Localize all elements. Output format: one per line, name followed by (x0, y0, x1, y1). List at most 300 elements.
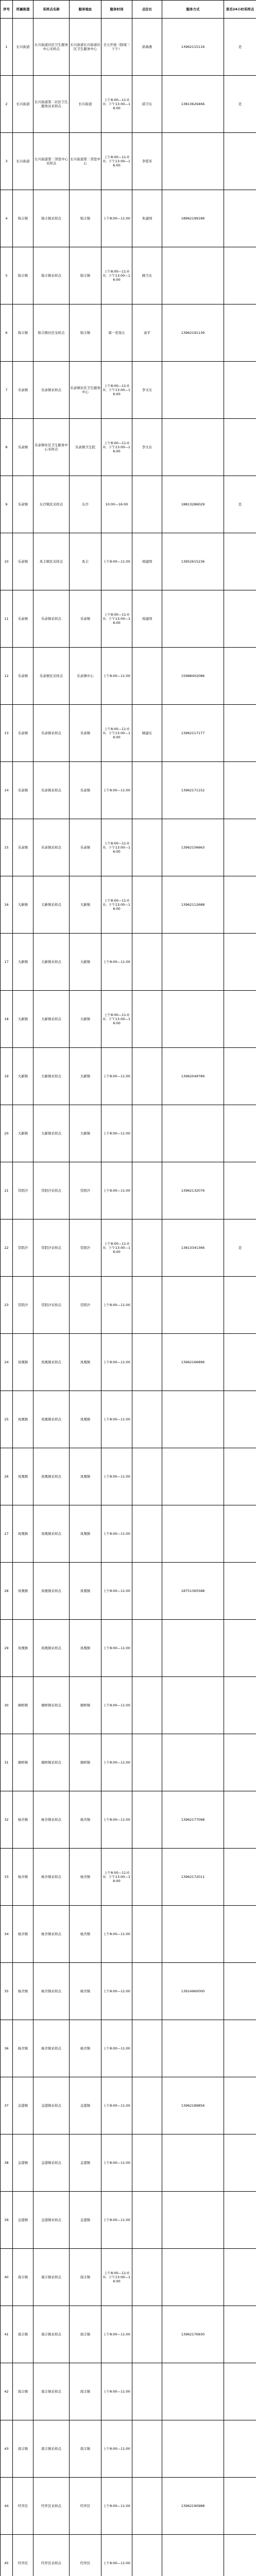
cell-leader (132, 2192, 162, 2249)
table-row (1, 190, 256, 247)
table-row (1, 1448, 256, 1505)
cell-no: 45 (1, 2535, 13, 2576)
cell-service: 13962156663 (162, 819, 224, 876)
cell-name: 塘桥镇采样点 (33, 1677, 70, 1734)
cell-service: 13962190988 (162, 2478, 224, 2535)
cell-h24 (224, 1505, 256, 1563)
cell-time: 上午8:00—11:00 (101, 1734, 132, 1791)
cell-name: 经开区采样点 (33, 2535, 70, 2576)
cell-leader: 周建国 (132, 533, 162, 590)
cell-street: 乐余镇 (13, 362, 33, 419)
cell-no: 29 (1, 1620, 13, 1677)
cell-address: 金港镇 (70, 2192, 101, 2249)
cell-h24 (224, 1849, 256, 1906)
cell-street: 金港镇 (13, 2077, 33, 2134)
cell-no: 10 (1, 533, 13, 590)
cell-no: 21 (1, 1162, 13, 1219)
cell-leader (132, 2363, 162, 2420)
cell-street: 大新镇 (13, 1105, 33, 1162)
cell-no: 18 (1, 991, 13, 1048)
cell-street: 南丰镇 (13, 2306, 33, 2363)
cell-leader (132, 2478, 162, 2535)
cell-street: 乐余镇 (13, 590, 33, 648)
cell-no: 9 (1, 476, 13, 533)
cell-no: 19 (1, 1048, 13, 1105)
cell-service: 13962177098 (162, 1791, 224, 1849)
cell-name: 乐余镇采样点 (33, 762, 70, 819)
cell-no: 5 (1, 247, 13, 304)
table-row (1, 419, 256, 476)
cell-leader (132, 1791, 162, 1849)
cell-time: 上午8:00—11:00 (101, 2192, 132, 2249)
cell-leader (132, 1620, 162, 1677)
cell-address: 经开区 (70, 2478, 101, 2535)
cell-no: 17 (1, 934, 13, 991)
cell-time: 上午8:00—11:00 (101, 1334, 132, 1391)
cell-name: 金港镇采样点 (33, 2134, 70, 2192)
cell-time: 上午8:00—11:00 (101, 533, 132, 590)
table-row (1, 2192, 256, 2249)
cell-name: 杨舍镇采样点 (33, 1849, 70, 1906)
cell-street: 锦丰镇 (13, 304, 33, 362)
cell-time: 上午8:00—11:00；下午13:00—16:00 (101, 247, 132, 304)
cell-name: 乐余镇社区卫生服务中心采样点 (33, 419, 70, 476)
cell-service: 13962189856 (162, 2077, 224, 2134)
cell-h24 (224, 876, 256, 934)
cell-service: 13962049789 (162, 1048, 224, 1105)
cell-street: 锦丰镇 (13, 247, 33, 304)
cell-address: 长兴街道 (70, 76, 101, 133)
cell-h24 (224, 2077, 256, 2134)
table-row (1, 2249, 256, 2306)
cell-time: 上午8:00—11:00 (101, 2306, 132, 2363)
cell-h24 (224, 1620, 256, 1677)
cell-time: 上午8:00—11:00 (101, 1963, 132, 2020)
cell-name: 锦丰镇社区采样点 (33, 304, 70, 362)
cell-time: 上午8:00—11:00 (101, 1448, 132, 1505)
table-row (1, 1277, 256, 1334)
cell-address: 塘桥镇 (70, 1734, 101, 1791)
cell-service: 13962171152 (162, 762, 224, 819)
cell-street: 常阴沙 (13, 1162, 33, 1219)
table-row (1, 1677, 256, 1734)
cell-leader (132, 1048, 162, 1105)
cell-street: 常阴沙 (13, 1219, 33, 1277)
table-row (1, 247, 256, 304)
cell-address: 乐余镇社区卫生服务中心 (70, 362, 101, 419)
cell-address: 乐余镇中心 (70, 648, 101, 705)
table-row (1, 2478, 256, 2535)
cell-leader: 邱卫东 (132, 76, 162, 133)
cell-name: 南丰镇采样点 (33, 2363, 70, 2420)
cell-time: 上午8:00—11:00；下午13:00—16:00 (101, 819, 132, 876)
cell-name: 凤凰镇采样点 (33, 1448, 70, 1505)
cell-leader (132, 1849, 162, 1906)
cell-service (162, 2134, 224, 2192)
cell-name: 长兴街道第二社区卫生服务站采样点 (33, 76, 70, 133)
cell-street: 杨舍镇 (13, 1963, 33, 2020)
cell-h24 (224, 762, 256, 819)
cell-address: 常阴沙 (70, 1162, 101, 1219)
cell-service (162, 2420, 224, 2478)
cell-service (162, 362, 224, 419)
cell-service (162, 1105, 224, 1162)
cell-service (162, 1448, 224, 1505)
table-row (1, 1391, 256, 1448)
cell-no: 28 (1, 1563, 13, 1620)
cell-street: 杨舍镇 (13, 1791, 33, 1849)
cell-leader (132, 1448, 162, 1505)
cell-address: 南丰镇 (70, 2249, 101, 2306)
header-leader: 点位长 (132, 1, 162, 19)
cell-name: 南丰镇采样点 (33, 2306, 70, 2363)
cell-no: 36 (1, 2020, 13, 2077)
cell-no: 15 (1, 819, 13, 876)
cell-time: 上午8:00—11:00 (101, 1505, 132, 1563)
cell-leader (132, 2020, 162, 2077)
cell-service: 13962112688 (162, 876, 224, 934)
cell-no: 32 (1, 1791, 13, 1849)
table-row (1, 1334, 256, 1391)
cell-street: 南丰镇 (13, 2420, 33, 2478)
cell-time: 上午8:00—11:00 (101, 2077, 132, 2134)
cell-leader (132, 1391, 162, 1448)
cell-leader (132, 2306, 162, 2363)
cell-street: 凤凰镇 (13, 1334, 33, 1391)
cell-no: 14 (1, 762, 13, 819)
cell-no: 33 (1, 1849, 13, 1906)
cell-leader (132, 876, 162, 934)
cell-h24 (224, 1448, 256, 1505)
cell-name: 大新镇采样点 (33, 1048, 70, 1105)
cell-street: 乐余镇 (13, 648, 33, 705)
cell-service: 18962199189 (162, 190, 224, 247)
table-row (1, 1219, 256, 1277)
table-row (1, 648, 256, 705)
cell-name: 大新镇采样点 (33, 991, 70, 1048)
cell-h24 (224, 705, 256, 762)
cell-street: 长兴街道 (13, 19, 33, 76)
cell-service: 13962115116 (162, 19, 224, 76)
table-row (1, 1505, 256, 1563)
cell-service (162, 1906, 224, 1963)
table-row (1, 819, 256, 876)
cell-service (162, 1734, 224, 1791)
cell-no: 26 (1, 1448, 13, 1505)
table-body (1, 19, 256, 2576)
header-name: 采样点名称 (33, 1, 70, 19)
cell-address: 锦丰镇 (70, 190, 101, 247)
cell-h24 (224, 1048, 256, 1105)
cell-time: 上午8:00—11:00 (101, 1162, 132, 1219)
cell-service (162, 1505, 224, 1563)
cell-h24 (224, 1563, 256, 1620)
cell-leader (132, 1505, 162, 1563)
cell-time: 上午8:00—11:00 (101, 762, 132, 819)
cell-no: 2 (1, 76, 13, 133)
cell-street: 乐余镇 (13, 476, 33, 533)
cell-time: 上午8:00—11:00；下午13:00—16:00 (101, 991, 132, 1048)
cell-leader (132, 2535, 162, 2576)
cell-leader (132, 1219, 162, 1277)
cell-service: 13813341366 (162, 1219, 224, 1277)
cell-address: 凤凰镇 (70, 1563, 101, 1620)
cell-time: 上午8:00—11:00 (101, 190, 132, 247)
cell-h24 (224, 133, 256, 190)
cell-address: 东沙 (70, 476, 101, 533)
cell-address: 塘桥镇 (70, 1677, 101, 1734)
cell-no: 8 (1, 419, 13, 476)
cell-time: 上午8:00—11:00 (101, 1677, 132, 1734)
table-row (1, 705, 256, 762)
cell-name: 杨舍镇采样点 (33, 1791, 70, 1849)
cell-service (162, 2535, 224, 2576)
cell-leader: 徐海燕 (132, 19, 162, 76)
cell-h24 (224, 2192, 256, 2249)
cell-street: 凤凰镇 (13, 1563, 33, 1620)
cell-time: 周一至周五 (101, 304, 132, 362)
cell-h24 (224, 247, 256, 304)
header-address: 服务地址 (70, 1, 101, 19)
cell-street: 长兴街道 (13, 76, 33, 133)
table-row (1, 2535, 256, 2576)
table-row (1, 762, 256, 819)
cell-h24 (224, 304, 256, 362)
table-header (1, 1, 256, 19)
cell-h24: 是 (224, 76, 256, 133)
cell-leader (132, 1563, 162, 1620)
cell-h24 (224, 2249, 256, 2306)
cell-address: 大新镇 (70, 991, 101, 1048)
cell-time: 上午8:00—11:00；下午13:00—16:00 (101, 705, 132, 762)
cell-street: 杨舍镇 (13, 1849, 33, 1906)
cell-leader (132, 1105, 162, 1162)
table-header-row (1, 1, 256, 19)
cell-address: 长兴街道长兴街道社区卫生服务中心 (70, 19, 101, 76)
cell-no: 44 (1, 2478, 13, 2535)
cell-h24 (224, 1791, 256, 1849)
cell-name: 乐余镇采样点 (33, 819, 70, 876)
header-time: 服务时间 (101, 1, 132, 19)
cell-time: 上午8:00—11:00 (101, 2478, 132, 2535)
cell-service (162, 419, 224, 476)
table-row (1, 2020, 256, 2077)
cell-street: 凤凰镇 (13, 1448, 33, 1505)
cell-service: 18813286029 (162, 476, 224, 533)
cell-service (162, 133, 224, 190)
cell-time: 上午8:00—11:00 (101, 1105, 132, 1162)
cell-leader (132, 1734, 162, 1791)
cell-street: 大新镇 (13, 1048, 33, 1105)
cell-address: 兆丰 (70, 533, 101, 590)
cell-h24 (224, 2478, 256, 2535)
table-row (1, 2077, 256, 2134)
cell-h24 (224, 934, 256, 991)
cell-h24 (224, 2134, 256, 2192)
cell-no: 39 (1, 2192, 13, 2249)
cell-time: 上午8:00—11:00 (101, 1791, 132, 1849)
cell-no: 1 (1, 19, 13, 76)
cell-address: 凤凰镇 (70, 1334, 101, 1391)
cell-name: 大新镇采样点 (33, 876, 70, 934)
cell-address: 锦丰镇 (70, 247, 101, 304)
cell-leader (132, 991, 162, 1048)
table-row (1, 876, 256, 934)
cell-address: 凤凰镇 (70, 1448, 101, 1505)
cell-address: 金港镇 (70, 2134, 101, 2192)
table-row (1, 304, 256, 362)
cell-h24 (224, 2420, 256, 2478)
cell-name: 凤凰镇采样点 (33, 1334, 70, 1391)
cell-no: 38 (1, 2134, 13, 2192)
table-row (1, 76, 256, 133)
cell-time: 上午8:00—11:00 (101, 648, 132, 705)
cell-no: 12 (1, 648, 13, 705)
cell-time: 上午8:00—11:00 (101, 2363, 132, 2420)
cell-street: 常阴沙 (13, 1277, 33, 1334)
cell-leader: 李文东 (132, 362, 162, 419)
cell-name: 乐余镇采样点 (33, 590, 70, 648)
cell-no: 6 (1, 304, 13, 362)
cell-time: 上午8:00—11:00 (101, 1620, 132, 1677)
cell-street: 塘桥镇 (13, 1677, 33, 1734)
cell-time: 上午8:00—11:00；下午13:00—16:00 (101, 876, 132, 934)
cell-name: 经开区采样点 (33, 2478, 70, 2535)
cell-leader (132, 648, 162, 705)
cell-h24 (224, 1677, 256, 1734)
cell-service: 13914960000 (162, 1963, 224, 2020)
cell-no: 23 (1, 1277, 13, 1334)
cell-service: 13962166896 (162, 1334, 224, 1391)
cell-service (162, 2020, 224, 2077)
cell-no: 13 (1, 705, 13, 762)
cell-service (162, 247, 224, 304)
cell-name: 锦丰镇采样点 (33, 190, 70, 247)
table-row (1, 1734, 256, 1791)
cell-street: 杨舍镇 (13, 1906, 33, 1963)
cell-address: 金港镇 (70, 2077, 101, 2134)
cell-name: 乐余镇区采样点 (33, 648, 70, 705)
cell-leader (132, 1334, 162, 1391)
cell-no: 7 (1, 362, 13, 419)
table-row (1, 1162, 256, 1219)
cell-leader (132, 2134, 162, 2192)
cell-address: 杨舍镇 (70, 1849, 101, 1906)
cell-name: 金港镇采样点 (33, 2192, 70, 2249)
table-row (1, 1105, 256, 1162)
cell-address: 杨舍镇 (70, 1963, 101, 2020)
cell-service: 13962172011 (162, 1849, 224, 1906)
cell-address: 长兴街道第二邻里中心 (70, 133, 101, 190)
cell-name: 长兴街道社区卫生服务中心采样点 (33, 19, 70, 76)
cell-no: 24 (1, 1334, 13, 1391)
cell-time: 上午8:00—11:00 (101, 1277, 132, 1334)
cell-address: 凤凰镇 (70, 1391, 101, 1448)
cell-name: 凤凰镇采样点 (33, 1391, 70, 1448)
cell-time: 上午8:00—11:00；下午13:00—16:00 (101, 1219, 132, 1277)
cell-name: 大新镇采样点 (33, 934, 70, 991)
cell-h24 (224, 648, 256, 705)
cell-leader (132, 1277, 162, 1334)
cell-address: 乐余镇 (70, 705, 101, 762)
table-row (1, 1620, 256, 1677)
table-row (1, 2420, 256, 2478)
header-street: 所属街道 (13, 1, 33, 19)
cell-address: 大新镇 (70, 934, 101, 991)
cell-leader: 余平 (132, 304, 162, 362)
cell-name: 常阴沙采样点 (33, 1162, 70, 1219)
cell-name: 常阴沙采样点 (33, 1277, 70, 1334)
cell-no: 25 (1, 1391, 13, 1448)
cell-address: 锦丰镇 (70, 304, 101, 362)
cell-h24 (224, 1963, 256, 2020)
cell-street: 南丰镇 (13, 2249, 33, 2306)
table-row (1, 2363, 256, 2420)
cell-time: 上午8:00—11:00 (101, 2420, 132, 2478)
cell-no: 37 (1, 2077, 13, 2134)
cell-time: 上午8:00—11:00 (101, 2134, 132, 2192)
cell-service (162, 1391, 224, 1448)
table-row (1, 1963, 256, 2020)
cell-leader: 李文东 (132, 419, 162, 476)
cell-street: 凤凰镇 (13, 1620, 33, 1677)
cell-leader (132, 819, 162, 876)
cell-leader: 顾建东 (132, 705, 162, 762)
cell-no: 41 (1, 2306, 13, 2363)
cell-address: 大新镇 (70, 876, 101, 934)
cell-h24 (224, 819, 256, 876)
cell-no: 4 (1, 190, 13, 247)
cell-service (162, 2249, 224, 2306)
cell-address: 经开区 (70, 2535, 101, 2576)
header-no: 序号 (1, 1, 13, 19)
cell-no: 42 (1, 2363, 13, 2420)
cell-address: 南丰镇 (70, 2306, 101, 2363)
cell-h24: 是 (224, 19, 256, 76)
cell-no: 30 (1, 1677, 13, 1734)
cell-time: 上午8:00—11:00；下午13:00—16:00 (101, 362, 132, 419)
cell-address: 大新镇 (70, 1048, 101, 1105)
cell-leader (132, 476, 162, 533)
cell-h24 (224, 2363, 256, 2420)
table-row (1, 991, 256, 1048)
table-row (1, 934, 256, 991)
cell-h24 (224, 1162, 256, 1219)
cell-no: 35 (1, 1963, 13, 2020)
cell-street: 经开区 (13, 2478, 33, 2535)
cell-leader (132, 2077, 162, 2134)
cell-time: 上午8:00—11:00 (101, 2020, 132, 2077)
cell-service (162, 1620, 224, 1677)
cell-address: 南丰镇 (70, 2420, 101, 2478)
cell-time: 10:00—16:00 (101, 476, 132, 533)
cell-h24 (224, 533, 256, 590)
cell-no: 40 (1, 2249, 13, 2306)
cell-h24 (224, 1277, 256, 1334)
table-row (1, 1849, 256, 1906)
cell-address: 常阴沙 (70, 1219, 101, 1277)
cell-street: 金港镇 (13, 2134, 33, 2192)
cell-name: 杨舍镇采样点 (33, 2020, 70, 2077)
cell-address: 凤凰镇 (70, 1505, 101, 1563)
cell-street: 大新镇 (13, 876, 33, 934)
cell-name: 杨舍镇采样点 (33, 1963, 70, 2020)
cell-service: 13952615236 (162, 533, 224, 590)
cell-time: 上午8:00—11:00 (101, 1906, 132, 1963)
cell-time: 上午8:00—11:00 (101, 1563, 132, 1620)
cell-h24 (224, 2306, 256, 2363)
cell-name: 常阴沙采样点 (33, 1219, 70, 1277)
